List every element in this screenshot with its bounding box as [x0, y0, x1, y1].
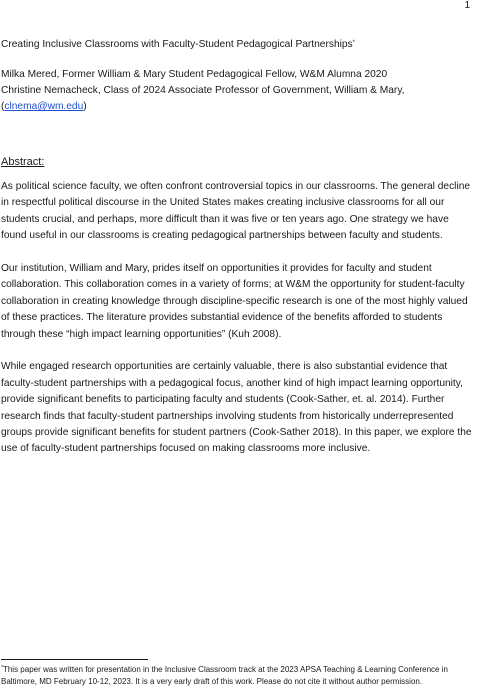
abstract-paragraph-1: As political science faculty, we often confront controversial topics in our classrooms. The general decline in respectful political discourse in the United States makes creating inclusive classrooms for all our students crucial, and perhaps, more difficult than it was five or ten years ago. One strategy we have found useful in our classrooms is creating pedagogical partnerships between faculty and students. — [1, 181, 471, 242]
footnote-text: This paper was written for presentation in the Inclusive Classroom track at the 2023 APSA Teaching & Learning Conference in Baltimore, MD February 10-12, 2023. It is a very early draft of this work. Please do not cite it without author permission. — [1, 665, 448, 686]
title-footnote-mark[interactable]: * — [352, 40, 355, 46]
abstract-body — [1, 179, 473, 474]
footnote — [1, 664, 475, 687]
footnote-mark: * — [1, 665, 3, 671]
page-number: 1 — [464, 0, 470, 11]
email-open-paren: ( — [1, 101, 5, 112]
title-text: Creating Inclusive Classrooms with Faculty-Student Pedagogical Partnerships — [1, 39, 353, 50]
document-title — [1, 38, 471, 52]
author-line-2: Christine Nemacheck, Class of 2024 Associate Professor of Government, William & Mary, — [1, 85, 405, 96]
author-block — [1, 67, 473, 115]
author-line-1: Milka Mered, Former William & Mary Student Pedagogical Fellow, W&M Alumna 2020 — [1, 69, 388, 80]
abstract-paragraph-2: Our institution, William and Mary, prides itself on opportunities it provides for faculty and student collaboration. This collaboration comes in a variety of forms; at W&M the opportunity for student-faculty collaboration in creating knowledge through discipline-specific research is one of the most highly valued of these practices. The literature provides substantial evidence of the benefits afforded to students through these “high impact learning opportunities” (Kuh 2008). — [1, 263, 468, 340]
abstract-paragraph-3: While engaged research opportunities are certainly valuable, there is also substantial evidence that faculty-student partnerships with a pedagogical focus, another kind of high impact learning opportunity, provide significant benefits to participating faculty and students (Cook-Sather, et. al. 2014). Further research finds that faculty-student partnerships involving students from historically underrepresented groups provide significant benefits for student partners (Cook-Sather 2018). In this paper, we explore the use of faculty-student partnerships focused on making classrooms more inclusive. — [1, 361, 472, 455]
author-email-link[interactable]: clnema@wm.edu — [4, 101, 84, 112]
author-line-3 — [1, 99, 473, 115]
footnote-divider — [1, 659, 148, 660]
abstract-heading: Abstract: — [1, 156, 45, 168]
email-close-paren: ) — [83, 101, 87, 112]
